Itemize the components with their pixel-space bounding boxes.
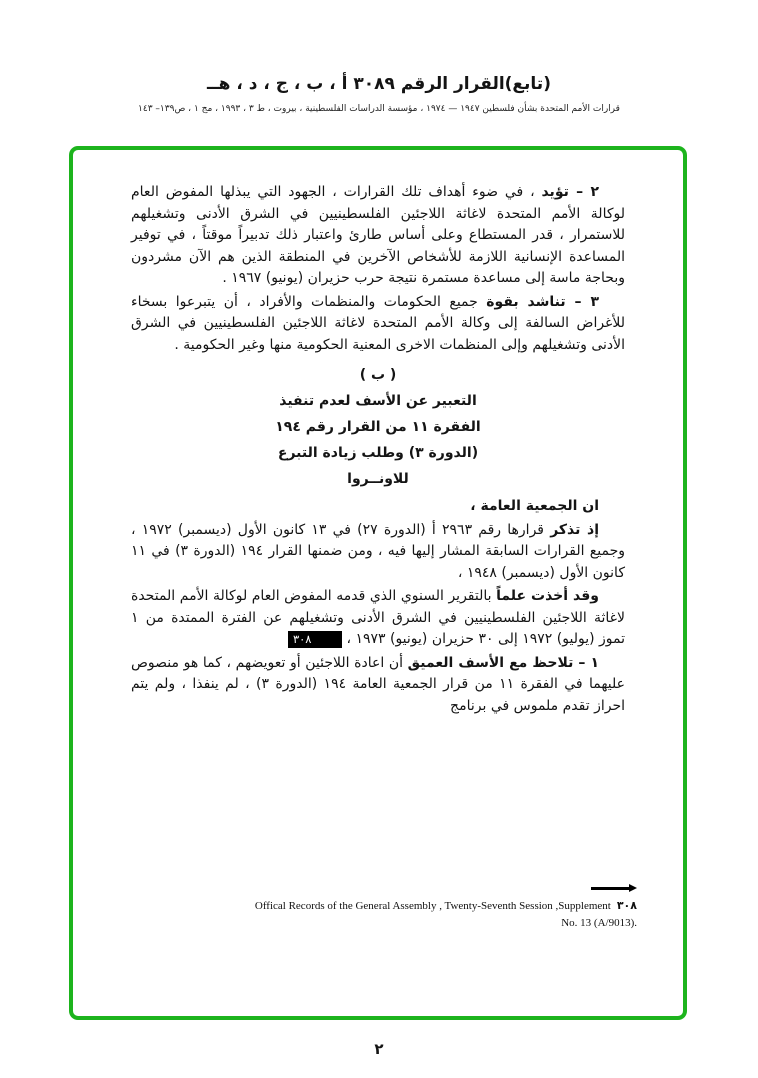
section-b-heading (131, 362, 625, 492)
footnote-marker-badge: ٣٠٨ (288, 631, 343, 648)
paragraph-recalling (131, 520, 625, 585)
separator-line (591, 887, 629, 890)
heading-line-1: التعبير عن الأسف لعدم تنفيذ (279, 393, 477, 409)
page-title: (تابع)القرار الرقم ٣٠٨٩ أ ، ب ، ج ، د ، هــ (207, 74, 551, 94)
paragraph-body: أن اعادة اللاجئين أو تعويضهم ، كما هو منصوص عليهما في الفقرة ١١ من قرار الجمعية العامة ١٩٤ (الدورة ٣) ، لم ينفذا ، ولم يتم احراز تقدم ملموس في برنامج (131, 654, 625, 714)
paragraph-body: ، في ضوء أهداف تلك القرارات ، الجهود التي يبذلها المفوض العام لوكالة الأمم المتحدة لاغاثة اللاجئين الفلسطينيين في الشرق الأدنى وتشغيلهم للاستمرار ، قدر المستطاع وعلى أساس طارئ واعتبار ذلك تدبيراً موقتاً ، في توفير المساعدة الإنسانية اللازمة للأشخاص الآخرين في المنطقة الذين هم الآن مشردون وبحاجة ماسة إلى مساعدة مستمرة نتيجة حرب حزيران (يونيو) ١٩٦٧ . (131, 184, 625, 286)
paragraph-2 (131, 182, 625, 290)
heading-line-2: الفقرة ١١ من القرار رقم ١٩٤ (275, 419, 481, 435)
footnote-separator (591, 884, 637, 892)
page-number: ٢ (374, 1040, 384, 1058)
arrow-right-icon (629, 884, 637, 892)
paragraph-lead: ٣ – تناشد بقوة (486, 293, 599, 310)
paragraph-lead: وقد أخذت علماً (496, 588, 599, 604)
footnote-number: ٣٠٨ (616, 899, 637, 912)
page-citation: قرارات الأمم المتحدة بشأن فلسطين ١٩٤٧ — ١٩٧٤ ، مؤسسة الدراسات الفلسطينية ، بيروت ، ط ٣ ، ١٩٩٣ ، مج ١ ، ص١٣٩– ١٤٣ (138, 104, 620, 114)
paragraph-having-noted (131, 586, 625, 651)
paragraph-lead: إذ تذكر (550, 521, 599, 538)
footnote-line-1 (73, 897, 637, 915)
content-border-box (69, 146, 687, 1020)
paragraph-1-notes (131, 653, 625, 718)
paragraph-body: قرارها رقم ٢٩٦٣ أ (الدورة ٢٧) في ١٣ كانون الأول (ديسمبر) ١٩٧٢ ، وجميع القرارات السابقة المشار إليها فيه ، ومن ضمنها القرار ١٩٤ (الدورة ٣) في ١١ كانون الأول (ديسمبر) ١٩٤٨ ، (131, 521, 625, 581)
heading-line-3: (الدورة ٣) وطلب زيادة التبرع (277, 445, 479, 461)
footnote-line-2: No. 13 (A/9013). (561, 917, 637, 929)
paragraph-lead: ١ – تلاحظ مع الأسف العميق (407, 654, 600, 671)
heading-line-4: للاونــروا (347, 471, 409, 487)
footnote-text: Offical Records of the General Assembly , Twenty-Seventh Session ,Supplement (254, 900, 611, 912)
paragraph-3 (131, 292, 625, 357)
paragraph-body: بالتقرير السنوي الذي قدمه المفوض العام لوكالة الأمم المتحدة لاغاثة اللاجئين الفلسطينيين في الشرق الأدنى وتشغيلهم عن الفترة الممتدة من ١ تموز (يوليو) ١٩٧٢ إلى ٣٠ حزيران (يونيو) ١٩٧٣ ، (131, 588, 625, 647)
paragraph-lead: ٢ – تؤيد (541, 184, 599, 200)
section-marker: ( ب ) (359, 367, 397, 383)
preamble-intro: ان الجمعية العامة ، (470, 498, 599, 514)
footnote-citation (73, 897, 637, 932)
resolution-text (131, 182, 625, 719)
paragraph-body: جميع الحكومات والمنظمات والأفراد ، أن يتبرعوا بسخاء للأغراض السالفة إلى وكالة الأمم المتحدة لاغاثة اللاجئين الفلسطينيين في الشرق الأدنى وتشغيلهم وإلى المنظمات الاخرى المعنية الحكومية منها وغير الحكومية . (131, 293, 625, 353)
